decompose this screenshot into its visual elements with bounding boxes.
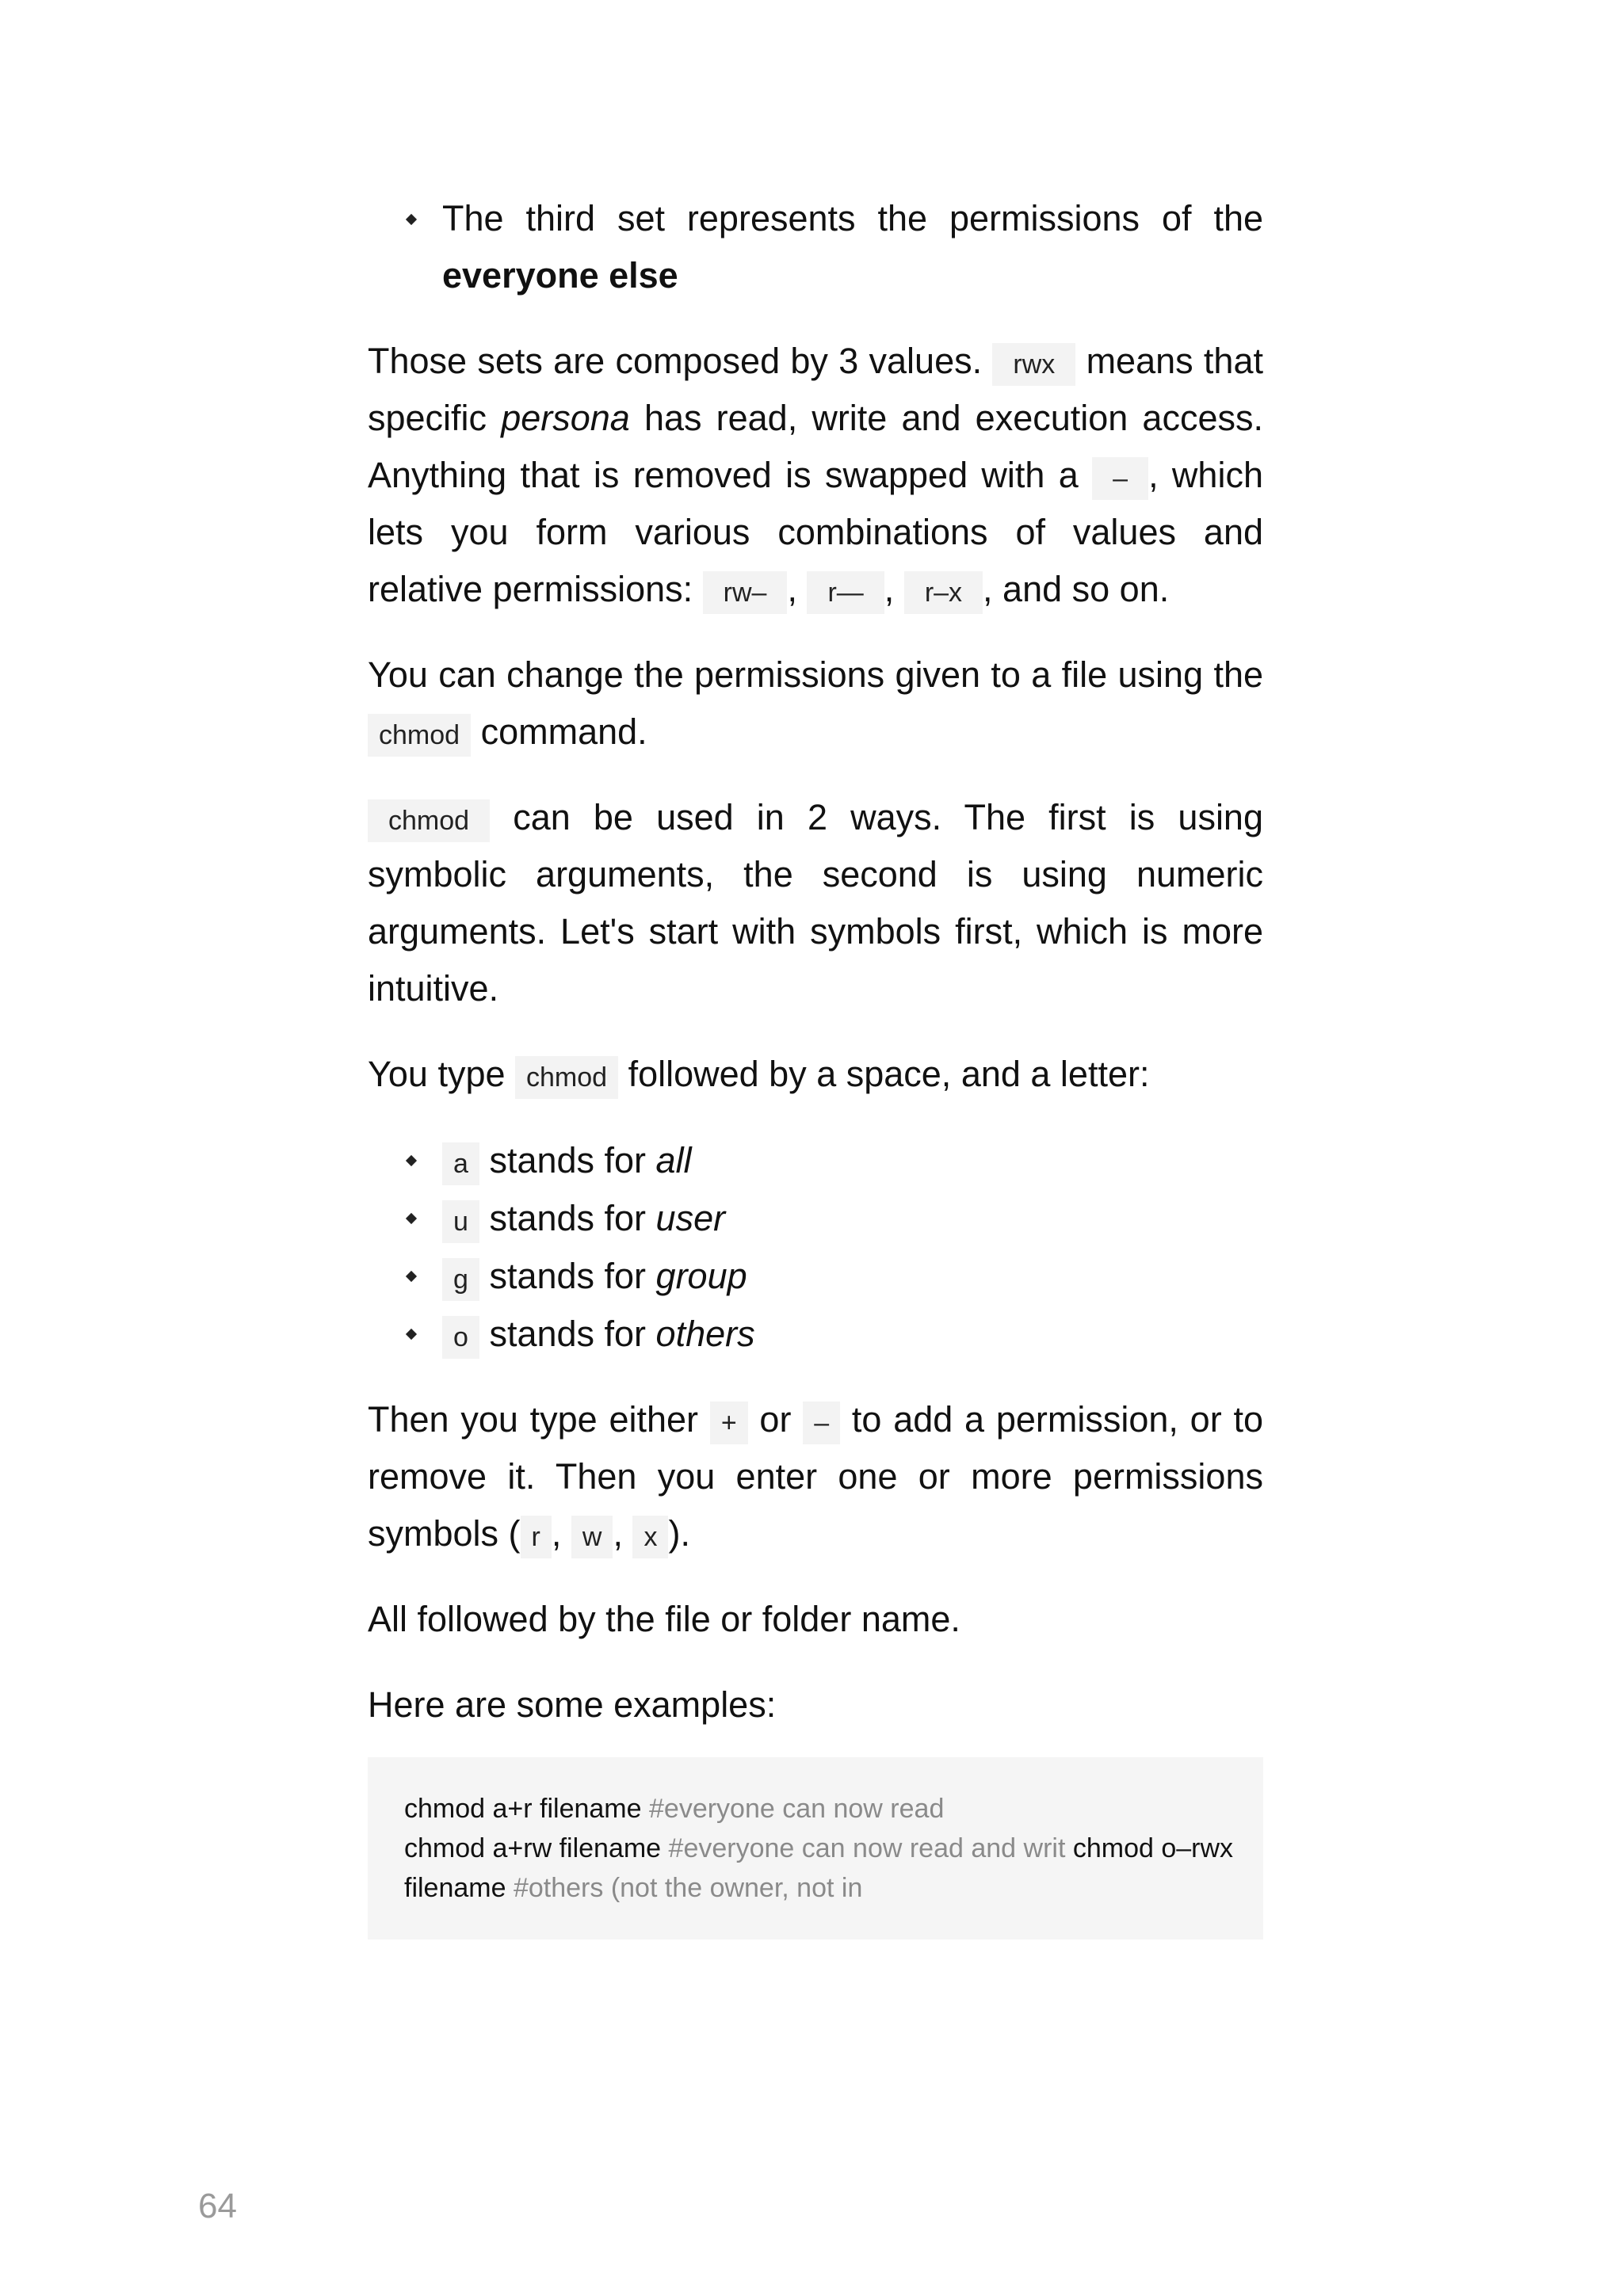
bullet-icon <box>406 1213 417 1224</box>
list-item: a stands for all <box>442 1131 1263 1189</box>
bullet-icon <box>406 1155 417 1166</box>
code-line: filename #others (not the owner, not in <box>404 1873 863 1903</box>
bullet-text: The third set represents the permissions of the <box>442 198 1263 238</box>
inline-code-w: w <box>571 1516 613 1558</box>
top-bullet-list <box>368 190 1263 304</box>
inline-code-x: x <box>632 1516 668 1558</box>
inline-code-chmod: chmod <box>368 799 490 842</box>
inline-code-letter: u <box>442 1200 479 1243</box>
code-line: chmod a+r filename #everyone can now read <box>404 1794 945 1824</box>
inline-code-letter: o <box>442 1316 479 1359</box>
bullet-icon <box>406 214 417 225</box>
inline-code-rx: r–x <box>904 571 983 614</box>
list-item: u stands for user <box>442 1189 1263 1247</box>
inline-code-plus: + <box>710 1402 748 1444</box>
inline-code-chmod: chmod <box>515 1056 618 1099</box>
bullet-bold-text: everyone else <box>442 255 678 296</box>
inline-code-dash: – <box>1092 457 1148 500</box>
paragraph-you-type: You type chmod followed by a space, and a letter: <box>368 1046 1263 1103</box>
code-block <box>368 1757 1263 1939</box>
inline-code-letter: g <box>442 1258 479 1301</box>
inline-code-rwx: rwx <box>992 343 1075 386</box>
inline-code-chmod: chmod <box>368 714 471 757</box>
letter-list <box>368 1131 1263 1363</box>
inline-code-r: r— <box>807 571 884 614</box>
inline-code-minus: – <box>803 1402 840 1444</box>
page-number: 64 <box>198 2187 237 2225</box>
list-item <box>442 190 1263 304</box>
page-content <box>368 190 1263 1939</box>
list-item: g stands for group <box>442 1247 1263 1305</box>
inline-code-letter: a <box>442 1142 479 1185</box>
bullet-icon <box>406 1271 417 1282</box>
inline-code-r: r <box>521 1516 552 1558</box>
paragraph-examples-intro: Here are some examples: <box>368 1684 777 1725</box>
code-line: chmod a+rw filename #everyone can now read and writ chmod o–rwx <box>404 1833 1234 1863</box>
paragraph-chmod-ways: chmod can be used in 2 ways. The first is using symbolic arguments, the second is using numeric arguments. Let's start with symbols first, which is more intuitive. <box>368 797 1263 1009</box>
inline-code-rw: rw– <box>703 571 788 614</box>
bullet-icon <box>406 1329 417 1340</box>
paragraph-add-remove: Then you type either + or – to add a permission, or to remove it. Then you enter one or more permissions symbols ( r , w , x ). <box>368 1391 1263 1562</box>
list-item: o stands for others <box>442 1305 1263 1363</box>
paragraph-file-folder: All followed by the file or folder name. <box>368 1599 960 1639</box>
paragraph-permission-values: Those sets are composed by 3 values. rwx means that specific persona has read, write and execution access. Anything that is removed is swapped with a – , which lets you form various combinations of values and relative permissions: rw– , r— , r–x , and so on. <box>368 333 1263 618</box>
paragraph-chmod-intro: You can change the permissions given to a file using the chmod command. <box>368 646 1263 761</box>
